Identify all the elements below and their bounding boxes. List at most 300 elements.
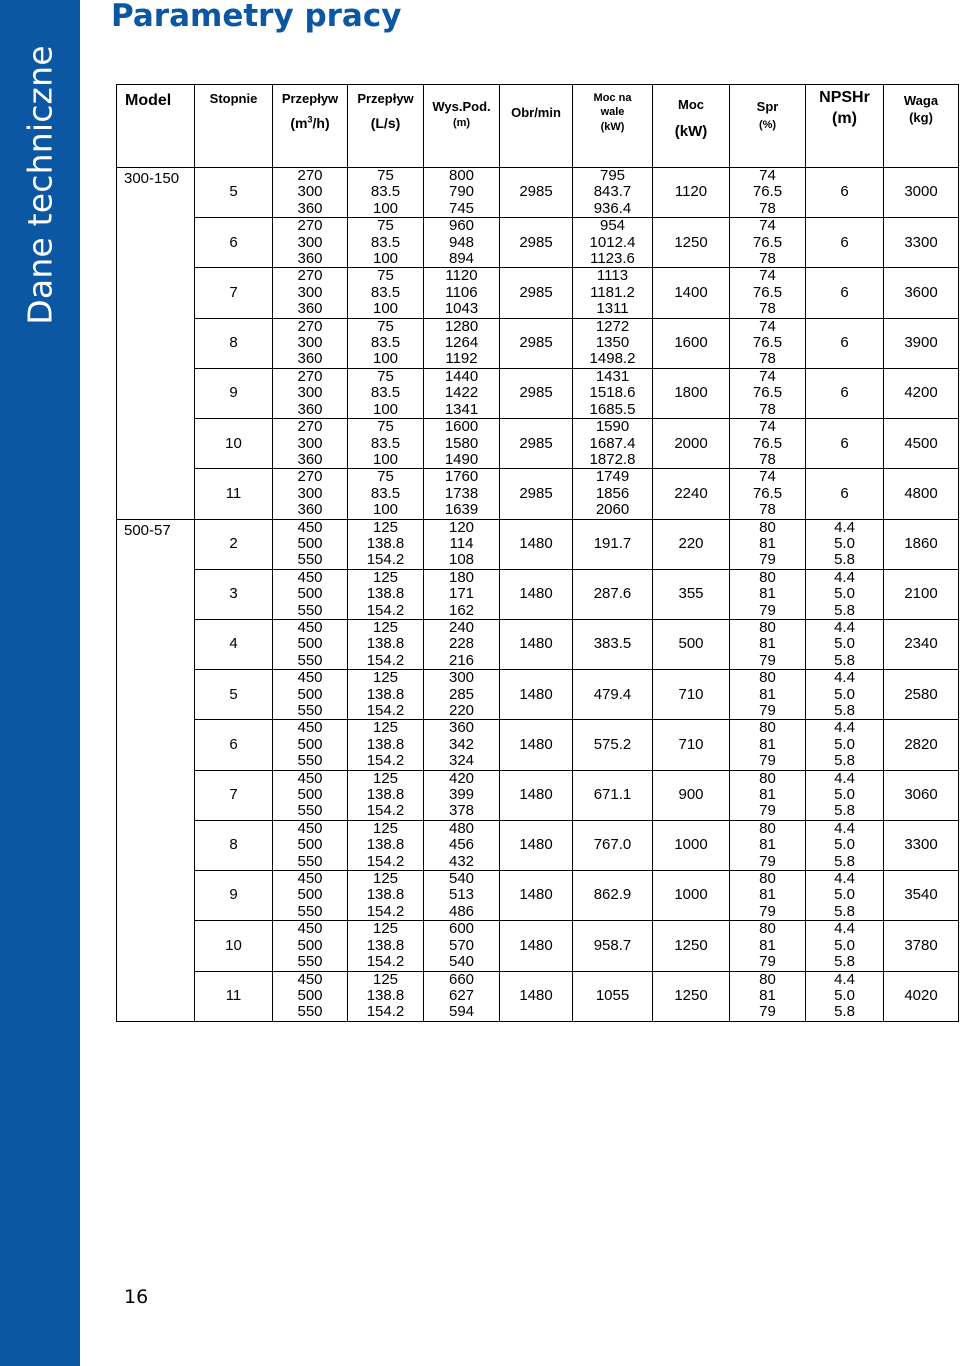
section-title: Dane techniczne xyxy=(20,45,60,325)
flow-m3h-cell xyxy=(273,218,348,268)
performance-table-container xyxy=(116,84,959,1022)
head-cell-value: 456 xyxy=(448,836,475,854)
efficiency-cell xyxy=(730,871,806,921)
head-cell-value: 627 xyxy=(448,986,475,1004)
efficiency-cell xyxy=(730,168,806,218)
head-cell-value: 1280 xyxy=(444,317,479,335)
npshr-cell-value: 5.0 xyxy=(834,534,855,552)
flow-ls-cell-value: 75 xyxy=(377,367,394,385)
head-cell xyxy=(424,268,500,318)
flow-m3h-cell-value: 550 xyxy=(297,852,323,870)
head-cell-value: 540 xyxy=(448,870,475,888)
head-cell-value: 1264 xyxy=(444,334,479,352)
flow-m3h-cell-value: 550 xyxy=(297,601,323,619)
npshr-cell-value: 5.0 xyxy=(834,685,855,703)
npshr-cell-value: 6 xyxy=(840,384,849,402)
efficiency-cell xyxy=(730,268,806,318)
npshr-cell-value: 5.0 xyxy=(834,735,855,753)
rpm-cell: 2985 xyxy=(500,368,573,418)
head-cell-value: 114 xyxy=(449,534,474,552)
flow-m3h-cell-value: 550 xyxy=(297,1003,323,1021)
efficiency-cell-value: 76.5 xyxy=(752,434,783,452)
efficiency-cell-value: 80 xyxy=(759,669,776,687)
flow-ls-cell xyxy=(348,921,424,971)
flow-m3h-cell-value: 550 xyxy=(297,551,323,569)
weight-cell: 3540 xyxy=(884,871,959,921)
table-row xyxy=(117,619,959,669)
shaft-power-cell xyxy=(573,368,653,418)
head-cell-value: 1580 xyxy=(444,434,479,452)
efficiency-cell-value: 78 xyxy=(759,350,776,368)
head-cell-value: 1120 xyxy=(445,267,478,285)
efficiency-cell-value: 80 xyxy=(759,970,776,988)
flow-m3h-cell-value: 450 xyxy=(297,719,323,737)
npshr-cell-value: 4.4 xyxy=(834,618,855,636)
head-cell xyxy=(424,670,500,720)
header-model: Model xyxy=(117,85,195,168)
npshr-cell-value: 4.4 xyxy=(834,870,855,888)
flow-ls-cell-value: 83.5 xyxy=(370,384,401,402)
header-flow-m3h: Przepływ $(m^3/h)$ xyxy=(273,85,348,168)
head-cell-value: 660 xyxy=(448,970,475,988)
efficiency-cell-value: 79 xyxy=(759,551,776,569)
npshr-cell xyxy=(806,268,884,318)
flow-m3h-cell-value: 300 xyxy=(297,484,323,502)
efficiency-cell-value: 79 xyxy=(759,852,776,870)
shaft-power-cell-value: 954 xyxy=(599,217,626,235)
flow-m3h-cell-value: 450 xyxy=(297,870,323,888)
flow-ls-cell-value: 125 xyxy=(372,618,399,636)
flow-m3h-cell-value: 300 xyxy=(297,434,323,452)
efficiency-cell-value: 79 xyxy=(759,902,776,920)
shaft-power-cell xyxy=(573,469,653,519)
efficiency-cell-value: 79 xyxy=(759,601,776,619)
flow-m3h-cell xyxy=(273,519,348,569)
efficiency-cell xyxy=(730,670,806,720)
shaft-power-cell xyxy=(573,921,653,971)
flow-m3h-cell-value: 360 xyxy=(297,501,323,519)
head-cell-value: 1341 xyxy=(444,400,479,418)
weight-cell: 3780 xyxy=(884,921,959,971)
shaft-power-cell-value: 1749 xyxy=(595,468,630,486)
shaft-power-cell-value: 936.4 xyxy=(593,199,632,217)
shaft-power-cell xyxy=(573,619,653,669)
head-cell-value: 220 xyxy=(448,702,475,719)
weight-cell: 2340 xyxy=(884,619,959,669)
flow-m3h-cell-value: 270 xyxy=(297,267,323,285)
flow-ls-cell-value: 125 xyxy=(372,870,399,888)
head-cell-value: 1106 xyxy=(445,283,478,301)
head-cell-value: 948 xyxy=(448,233,475,251)
power-cell: 900 xyxy=(653,770,730,820)
npshr-cell-value: 5.0 xyxy=(834,836,855,854)
stages-cell: 7 xyxy=(195,268,273,318)
stages-cell: 6 xyxy=(195,218,273,268)
power-cell: 1120 xyxy=(653,168,730,218)
shaft-power-cell-value: 1181.2 xyxy=(590,283,635,301)
flow-ls-cell-value: 83.5 xyxy=(370,434,401,452)
efficiency-cell-value: 80 xyxy=(759,769,776,787)
flow-ls-cell-value: 83.5 xyxy=(370,334,401,352)
weight-cell: 3600 xyxy=(884,268,959,318)
flow-ls-cell-value: 100 xyxy=(372,350,399,368)
flow-m3h-cell-value: 450 xyxy=(297,769,323,787)
flow-m3h-cell-value: 500 xyxy=(297,786,323,804)
rpm-cell: 1480 xyxy=(500,921,573,971)
weight-cell: 2580 xyxy=(884,670,959,720)
flow-m3h-cell-value: 360 xyxy=(297,199,323,217)
shaft-power-cell-value: 1518.6 xyxy=(589,384,636,402)
flow-m3h-cell-value: 500 xyxy=(297,685,323,703)
flow-ls-cell xyxy=(348,519,424,569)
flow-m3h-cell-value: 550 xyxy=(297,953,323,971)
rpm-cell: 1480 xyxy=(500,770,573,820)
npshr-cell-value: 5.0 xyxy=(834,786,855,804)
head-cell-value: 1639 xyxy=(444,501,479,519)
npshr-cell xyxy=(806,871,884,921)
header-weight: Waga (kg) xyxy=(884,85,959,168)
flow-m3h-cell-value: 500 xyxy=(297,936,323,954)
flow-m3h-cell-value: 300 xyxy=(297,283,323,301)
shaft-power-cell xyxy=(573,670,653,720)
shaft-power-cell xyxy=(573,720,653,770)
rpm-cell: 1480 xyxy=(500,720,573,770)
flow-ls-cell-value: 100 xyxy=(372,501,399,519)
flow-m3h-cell xyxy=(273,419,348,469)
table-row xyxy=(117,770,959,820)
flow-ls-cell-value: 138.8 xyxy=(366,685,405,703)
npshr-cell xyxy=(806,368,884,418)
head-cell xyxy=(424,168,500,218)
flow-ls-cell-value: 100 xyxy=(372,300,399,318)
shaft-power-cell-value: 191.7 xyxy=(593,534,632,552)
shaft-power-cell xyxy=(573,419,653,469)
flow-m3h-cell-value: 450 xyxy=(297,518,323,536)
efficiency-cell-value: 78 xyxy=(759,450,776,468)
efficiency-cell-value: 81 xyxy=(759,635,776,653)
efficiency-cell xyxy=(730,619,806,669)
flow-ls-cell-value: 100 xyxy=(372,250,399,268)
head-cell-value: 600 xyxy=(448,920,475,938)
efficiency-cell-value: 74 xyxy=(759,317,776,335)
npshr-cell-value: 4.4 xyxy=(834,669,855,687)
shaft-power-cell-value: 1113 xyxy=(596,267,629,285)
flow-m3h-cell-value: 450 xyxy=(297,920,323,938)
head-cell xyxy=(424,569,500,619)
npshr-cell xyxy=(806,720,884,770)
efficiency-cell-value: 80 xyxy=(759,870,776,888)
flow-ls-cell-value: 100 xyxy=(372,400,399,418)
table-header-row xyxy=(117,85,959,168)
head-cell-value: 1440 xyxy=(444,367,479,385)
npshr-cell-value: 5.0 xyxy=(834,886,855,904)
efficiency-cell-value: 79 xyxy=(759,651,776,669)
head-cell-value: 108 xyxy=(448,551,475,569)
efficiency-cell-value: 74 xyxy=(759,167,776,184)
flow-ls-cell xyxy=(348,168,424,218)
efficiency-cell xyxy=(730,921,806,971)
flow-ls-cell-value: 83.5 xyxy=(370,484,401,502)
rpm-cell: 2985 xyxy=(500,419,573,469)
flow-ls-cell xyxy=(348,770,424,820)
npshr-cell xyxy=(806,971,884,1021)
rpm-cell: 2985 xyxy=(500,268,573,318)
flow-m3h-cell-value: 300 xyxy=(297,384,323,402)
flow-ls-cell xyxy=(348,820,424,870)
table-row xyxy=(117,268,959,318)
head-cell-value: 1738 xyxy=(444,484,479,502)
head-cell-value: 342 xyxy=(448,735,475,753)
flow-m3h-cell xyxy=(273,670,348,720)
efficiency-cell xyxy=(730,770,806,820)
flow-m3h-cell-value: 500 xyxy=(297,836,323,854)
flow-ls-cell-value: 154.2 xyxy=(366,1003,405,1021)
flow-m3h-cell-value: 300 xyxy=(297,334,323,352)
npshr-cell xyxy=(806,318,884,368)
weight-cell: 4800 xyxy=(884,469,959,519)
shaft-power-cell-value: 1590 xyxy=(595,418,630,436)
head-cell-value: 378 xyxy=(448,802,475,820)
flow-m3h-cell-value: 550 xyxy=(297,902,323,920)
shaft-power-cell-value: 1685.5 xyxy=(589,400,636,418)
head-cell-value: 480 xyxy=(448,819,475,837)
flow-m3h-cell xyxy=(273,820,348,870)
npshr-cell-value: 5.0 xyxy=(834,635,855,653)
shaft-power-cell-value: 1012.4 xyxy=(589,233,636,251)
table-row xyxy=(117,720,959,770)
head-cell-value: 399 xyxy=(448,786,475,804)
page-number: 16 xyxy=(124,1286,149,1308)
shaft-power-cell xyxy=(573,871,653,921)
efficiency-cell xyxy=(730,971,806,1021)
efficiency-cell-value: 78 xyxy=(759,501,776,519)
weight-cell: 3300 xyxy=(884,218,959,268)
flow-m3h-cell-value: 550 xyxy=(297,752,323,770)
flow-m3h-cell xyxy=(273,168,348,218)
flow-m3h-cell-value: 450 xyxy=(297,568,323,586)
flow-m3h-cell-value: 450 xyxy=(297,970,323,988)
table-row xyxy=(117,519,959,569)
efficiency-cell-value: 80 xyxy=(759,719,776,737)
flow-ls-cell xyxy=(348,469,424,519)
flow-ls-cell-value: 138.8 xyxy=(366,585,405,603)
flow-m3h-cell xyxy=(273,770,348,820)
stages-cell: 10 xyxy=(195,921,273,971)
flow-ls-cell xyxy=(348,871,424,921)
efficiency-cell-value: 74 xyxy=(759,367,776,385)
efficiency-cell-value: 81 xyxy=(759,986,776,1004)
flow-m3h-cell-value: 270 xyxy=(297,367,323,385)
flow-m3h-cell-value: 550 xyxy=(297,802,323,820)
shaft-power-cell-value: 2060 xyxy=(595,501,630,519)
head-cell-value: 800 xyxy=(448,167,475,184)
flow-m3h-cell xyxy=(273,318,348,368)
npshr-cell-value: 5.0 xyxy=(834,936,855,954)
head-cell-value: 1490 xyxy=(444,450,479,468)
stages-cell: 9 xyxy=(195,368,273,418)
head-cell-value: 180 xyxy=(448,568,475,586)
power-cell: 710 xyxy=(653,670,730,720)
power-cell: 1250 xyxy=(653,218,730,268)
power-cell: 1250 xyxy=(653,921,730,971)
head-cell xyxy=(424,318,500,368)
npshr-cell-value: 4.4 xyxy=(834,719,855,737)
head-cell xyxy=(424,820,500,870)
shaft-power-cell xyxy=(573,569,653,619)
flow-ls-cell-value: 138.8 xyxy=(366,836,405,854)
flow-ls-cell-value: 83.5 xyxy=(370,283,401,301)
stages-cell: 8 xyxy=(195,820,273,870)
weight-cell: 3300 xyxy=(884,820,959,870)
npshr-cell xyxy=(806,419,884,469)
head-cell xyxy=(424,921,500,971)
flow-m3h-cell-value: 450 xyxy=(297,819,323,837)
flow-ls-cell-value: 138.8 xyxy=(366,735,405,753)
flow-m3h-cell-value: 270 xyxy=(297,468,323,486)
power-cell: 220 xyxy=(653,519,730,569)
rpm-cell: 1480 xyxy=(500,519,573,569)
stages-cell: 4 xyxy=(195,619,273,669)
flow-ls-cell-value: 138.8 xyxy=(366,534,405,552)
flow-m3h-cell-value: 300 xyxy=(297,233,323,251)
flow-m3h-cell xyxy=(273,619,348,669)
shaft-power-cell-value: 1055 xyxy=(595,986,630,1004)
npshr-cell-value: 5.0 xyxy=(834,986,855,1004)
npshr-cell-value: 4.4 xyxy=(834,518,855,536)
flow-ls-cell-value: 125 xyxy=(372,669,399,687)
head-cell xyxy=(424,368,500,418)
head-cell-value: 1600 xyxy=(444,418,479,436)
flow-ls-cell xyxy=(348,670,424,720)
flow-ls-cell-value: 154.2 xyxy=(366,702,405,719)
efficiency-cell-value: 78 xyxy=(759,300,776,318)
weight-cell: 4500 xyxy=(884,419,959,469)
head-cell xyxy=(424,469,500,519)
efficiency-cell-value: 76.5 xyxy=(752,484,783,502)
shaft-power-cell-value: 383.5 xyxy=(593,635,632,653)
npshr-cell-value: 4.4 xyxy=(834,769,855,787)
npshr-cell-value: 6 xyxy=(840,183,849,201)
npshr-cell-value: 5.0 xyxy=(834,585,855,603)
flow-ls-cell-value: 125 xyxy=(372,719,399,737)
head-cell-value: 790 xyxy=(448,183,475,201)
shaft-power-cell-value: 862.9 xyxy=(593,886,632,904)
npshr-cell-value: 6 xyxy=(840,233,849,251)
rpm-cell: 1480 xyxy=(500,670,573,720)
head-cell-value: 894 xyxy=(448,250,475,268)
flow-ls-cell-value: 125 xyxy=(372,970,399,988)
flow-ls-cell-value: 75 xyxy=(377,267,394,285)
flow-ls-cell xyxy=(348,218,424,268)
shaft-power-cell xyxy=(573,770,653,820)
shaft-power-cell-value: 958.7 xyxy=(593,936,632,954)
efficiency-cell-value: 81 xyxy=(759,836,776,854)
efficiency-cell-value: 81 xyxy=(759,735,776,753)
npshr-cell xyxy=(806,670,884,720)
flow-ls-cell-value: 100 xyxy=(372,199,399,217)
flow-m3h-cell-value: 500 xyxy=(297,986,323,1004)
flow-m3h-cell xyxy=(273,569,348,619)
flow-ls-cell-value: 75 xyxy=(377,167,394,184)
efficiency-cell-value: 81 xyxy=(759,786,776,804)
head-cell xyxy=(424,770,500,820)
flow-ls-cell-value: 125 xyxy=(372,518,399,536)
flow-ls-cell-value: 125 xyxy=(372,568,399,586)
rpm-cell: 2985 xyxy=(500,469,573,519)
efficiency-cell-value: 74 xyxy=(759,418,776,436)
shaft-power-cell-value: 1311 xyxy=(596,300,629,318)
npshr-cell-value: 5.8 xyxy=(834,852,855,870)
rpm-cell: 1480 xyxy=(500,871,573,921)
efficiency-cell-value: 76.5 xyxy=(752,233,783,251)
header-npshr: NPSHr (m) xyxy=(806,85,884,168)
table-body xyxy=(117,168,959,1022)
head-cell xyxy=(424,720,500,770)
flow-m3h-cell-value: 270 xyxy=(297,217,323,235)
performance-table xyxy=(116,84,959,1022)
shaft-power-cell xyxy=(573,168,653,218)
flow-ls-cell-value: 75 xyxy=(377,317,394,335)
npshr-cell xyxy=(806,168,884,218)
efficiency-cell xyxy=(730,720,806,770)
flow-m3h-cell-value: 270 xyxy=(297,418,323,436)
head-cell-value: 240 xyxy=(448,618,475,636)
head-cell-value: 162 xyxy=(448,601,475,619)
flow-ls-cell xyxy=(348,619,424,669)
head-cell-value: 745 xyxy=(448,199,475,217)
efficiency-cell-value: 79 xyxy=(759,752,776,770)
efficiency-cell xyxy=(730,469,806,519)
flow-ls-cell xyxy=(348,569,424,619)
power-cell: 2240 xyxy=(653,469,730,519)
head-cell xyxy=(424,519,500,569)
npshr-cell-value: 6 xyxy=(840,334,849,352)
npshr-cell xyxy=(806,469,884,519)
head-cell xyxy=(424,871,500,921)
npshr-cell-value: 5.8 xyxy=(834,702,855,719)
efficiency-cell xyxy=(730,569,806,619)
head-cell-value: 171 xyxy=(448,585,475,603)
head-cell-value: 1043 xyxy=(444,300,479,318)
npshr-cell xyxy=(806,770,884,820)
shaft-power-cell-value: 1872.8 xyxy=(589,450,636,468)
efficiency-cell-value: 74 xyxy=(759,217,776,235)
flow-m3h-cell xyxy=(273,871,348,921)
header-power: Moc (kW) xyxy=(653,85,730,168)
shaft-power-cell-value: 1431 xyxy=(595,367,630,385)
head-cell-value: 420 xyxy=(448,769,475,787)
rpm-cell: 2985 xyxy=(500,168,573,218)
head-cell xyxy=(424,619,500,669)
flow-m3h-cell-value: 450 xyxy=(297,618,323,636)
flow-ls-cell-value: 83.5 xyxy=(370,233,401,251)
table-row xyxy=(117,469,959,519)
stages-cell: 2 xyxy=(195,519,273,569)
weight-cell: 1860 xyxy=(884,519,959,569)
head-cell-value: 513 xyxy=(448,886,475,904)
npshr-cell xyxy=(806,820,884,870)
stages-cell: 3 xyxy=(195,569,273,619)
flow-ls-cell xyxy=(348,318,424,368)
flow-m3h-cell-value: 450 xyxy=(297,669,323,687)
efficiency-cell-value: 81 xyxy=(759,936,776,954)
flow-ls-cell-value: 100 xyxy=(372,450,399,468)
efficiency-cell-value: 79 xyxy=(759,1003,776,1021)
efficiency-cell-value: 76.5 xyxy=(752,183,783,201)
table-row xyxy=(117,168,959,218)
efficiency-cell-value: 79 xyxy=(759,702,776,719)
efficiency-cell-value: 78 xyxy=(759,400,776,418)
